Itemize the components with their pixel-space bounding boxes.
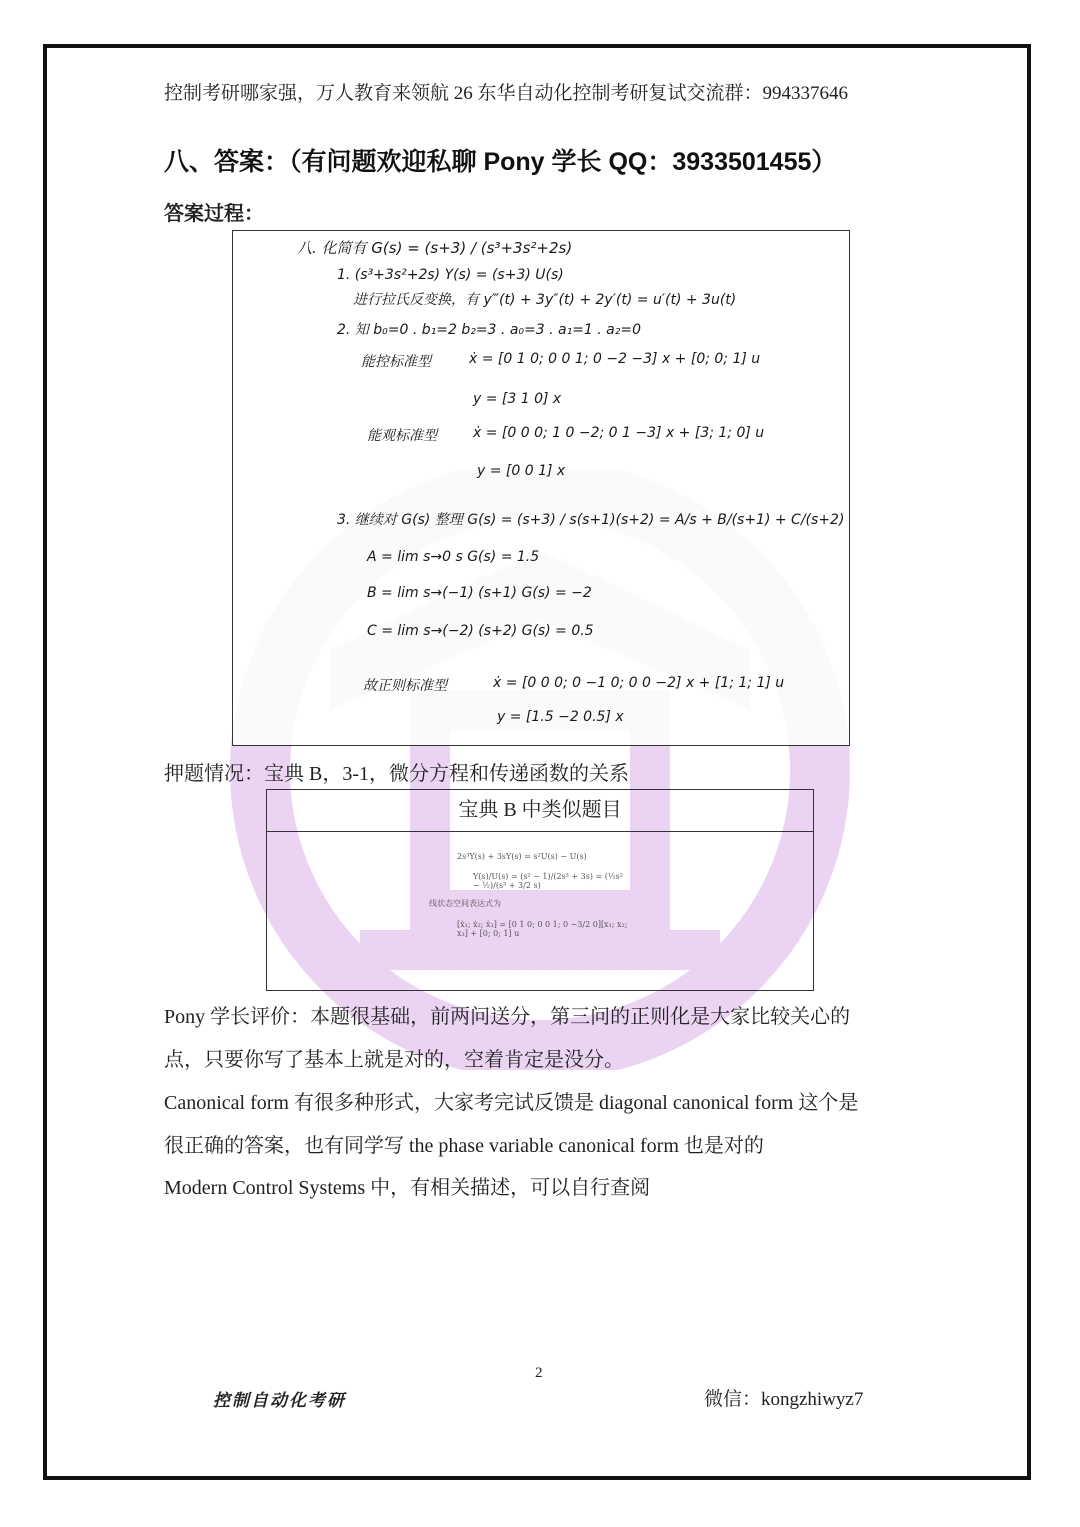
- similar-eq-1: 2s³Y(s) + 3sY(s) = s²U(s) − U(s): [457, 852, 587, 861]
- similar-eq-4: [ẋ₁; ẋ₂; ẋ₃] = [0 1 0; 0 0 1; 0 −3/2 0][x₁; x₂; x₃] + [0; 0; 1] u: [457, 920, 628, 938]
- comment-line-4: 很正确的答案，也有同学写 the phase variable canonical form 也是对的: [164, 1135, 764, 1157]
- hw-line-9: 3. 继续对 G(s) 整理 G(s) = (s+3) / s(s+1)(s+2) = A/s + B/(s+1) + C/(s+2): [337, 512, 845, 528]
- comment-line-3: Canonical form 有很多种形式，大家考完试反馈是 diagonal canonical form 这个是: [164, 1092, 859, 1114]
- hw-line-6: y = [3 1 0] x: [473, 391, 562, 407]
- handwritten-answer-image: [232, 230, 850, 746]
- process-label: 答案过程：: [164, 203, 264, 225]
- topic-line: 押题情况：宝典 B，3-1，微分方程和传递函数的关系: [164, 763, 629, 785]
- similar-problem-title: 宝典 B 中类似题目: [267, 790, 813, 832]
- comment-line-2: 点，只要你写了基本上就是对的，空着肯定是没分。: [164, 1049, 624, 1071]
- similar-eq-3: 线状态空间表达式为: [429, 899, 501, 908]
- hw-line-2: 1. (s³+3s²+2s) Y(s) = (s+3) U(s): [337, 267, 564, 283]
- similar-problem-image: [429, 840, 629, 985]
- hw-line-5-label: 能控标准型: [361, 354, 431, 370]
- section-heading: 八、答案：（有问题欢迎私聊 Pony 学长 QQ：3933501455）: [164, 148, 837, 176]
- hw-line-12: C = lim s→(−2) (s+2) G(s) = 0.5: [367, 623, 594, 639]
- hw-line-3: 进行拉氏反变换，有 y‴(t) + 3y″(t) + 2y′(t) = u′(t) + 3u(t): [353, 292, 737, 308]
- hw-line-1: 八. 化简有 G(s) = (s+3) / (s³+3s²+2s): [297, 239, 573, 257]
- hw-line-8: y = [0 0 1] x: [477, 463, 566, 479]
- page-number: 2: [535, 1365, 543, 1381]
- hw-line-14: y = [1.5 −2 0.5] x: [497, 709, 624, 725]
- comment-line-1: Pony 学长评价：本题很基础，前两问送分，第三问的正则化是大家比较关心的: [164, 1006, 851, 1028]
- hw-line-7-matrix: ẋ = [0 0 0; 1 0 −2; 0 1 −3] x + [3; 1; 0] u: [473, 425, 765, 441]
- hw-line-10: A = lim s→0 s G(s) = 1.5: [367, 549, 540, 565]
- hw-line-4: 2. 知 b₀=0 . b₁=2 b₂=3 . a₀=3 . a₁=1 . a₂=0: [337, 322, 642, 338]
- hw-line-13-matrix: ẋ = [0 0 0; 0 −1 0; 0 0 −2] x + [1; 1; 1] u: [493, 675, 785, 691]
- similar-eq-2: Y(s)/U(s) = (s² − 1)/(2s³ + 3s) = (½s² − ½)/(s³ + 3/2 s): [473, 872, 623, 890]
- footer-left: 控制自动化考研: [213, 1391, 346, 1411]
- similar-problem-table: [266, 789, 814, 991]
- hw-line-13-label: 故正则标准型: [363, 678, 447, 694]
- hw-line-7-label: 能观标准型: [367, 428, 437, 444]
- hw-line-5-matrix: ẋ = [0 1 0; 0 0 1; 0 −2 −3] x + [0; 0; 1] u: [469, 351, 761, 367]
- footer-wechat: 微信：kongzhiwyz7: [704, 1389, 864, 1410]
- comment-line-5: Modern Control Systems 中，有相关描述，可以自行查阅: [164, 1177, 651, 1199]
- page-header: 控制考研哪家强，万人教育来领航 26 东华自动化控制考研复试交流群：994337646: [164, 83, 849, 104]
- hw-line-11: B = lim s→(−1) (s+1) G(s) = −2: [367, 585, 592, 601]
